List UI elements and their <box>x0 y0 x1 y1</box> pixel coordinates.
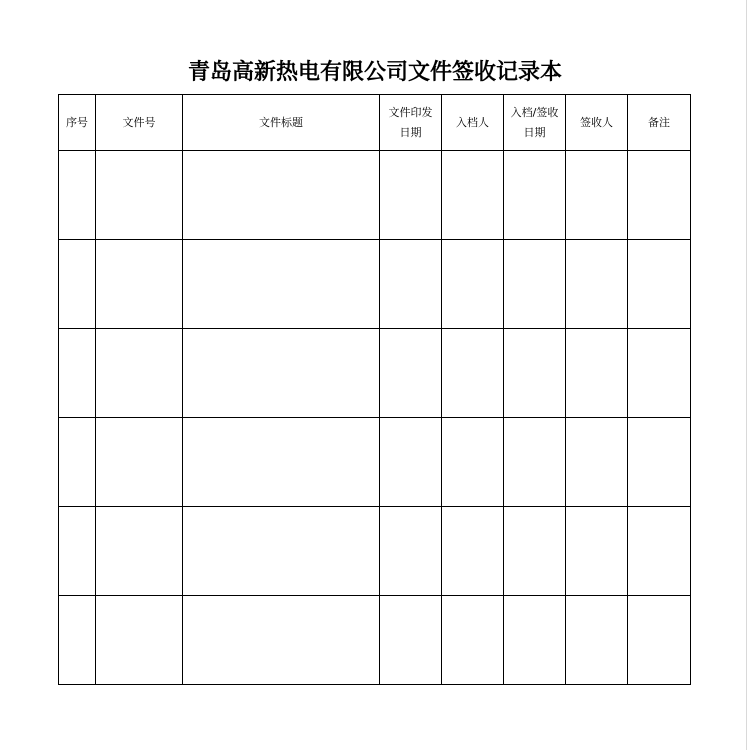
header-doc-title: 文件标题 <box>183 95 380 151</box>
header-signer: 签收人 <box>566 95 628 151</box>
cell-archiver[interactable] <box>442 329 504 418</box>
cell-seq[interactable] <box>59 596 96 685</box>
cell-seq[interactable] <box>59 507 96 596</box>
cell-doc-title[interactable] <box>183 151 380 240</box>
cell-remarks[interactable] <box>628 240 691 329</box>
header-remarks: 备注 <box>628 95 691 151</box>
cell-doc-no[interactable] <box>96 151 183 240</box>
cell-archiver[interactable] <box>442 596 504 685</box>
cell-signer[interactable] <box>566 596 628 685</box>
cell-seq[interactable] <box>59 240 96 329</box>
cell-remarks[interactable] <box>628 329 691 418</box>
cell-print-date[interactable] <box>380 418 442 507</box>
cell-archive-date[interactable] <box>504 151 566 240</box>
cell-doc-no[interactable] <box>96 418 183 507</box>
cell-doc-no[interactable] <box>96 507 183 596</box>
cell-print-date[interactable] <box>380 329 442 418</box>
cell-doc-title[interactable] <box>183 596 380 685</box>
cell-print-date[interactable] <box>380 507 442 596</box>
cell-remarks[interactable] <box>628 507 691 596</box>
cell-print-date[interactable] <box>380 596 442 685</box>
cell-doc-title[interactable] <box>183 240 380 329</box>
cell-doc-no[interactable] <box>96 240 183 329</box>
cell-archive-date[interactable] <box>504 596 566 685</box>
cell-doc-no[interactable] <box>96 329 183 418</box>
table-row <box>59 329 691 418</box>
cell-archiver[interactable] <box>442 151 504 240</box>
header-archiver: 入档人 <box>442 95 504 151</box>
page-title: 青岛高新热电有限公司文件签收记录本 <box>187 60 562 85</box>
page-edge-line <box>746 0 747 750</box>
cell-remarks[interactable] <box>628 151 691 240</box>
cell-archiver[interactable] <box>442 507 504 596</box>
cell-doc-title[interactable] <box>183 329 380 418</box>
cell-archive-date[interactable] <box>504 418 566 507</box>
cell-archiver[interactable] <box>442 418 504 507</box>
cell-seq[interactable] <box>59 329 96 418</box>
table-row <box>59 240 691 329</box>
cell-archiver[interactable] <box>442 240 504 329</box>
cell-seq[interactable] <box>59 151 96 240</box>
table-row <box>59 151 691 240</box>
cell-archive-date[interactable] <box>504 329 566 418</box>
cell-doc-no[interactable] <box>96 596 183 685</box>
cell-signer[interactable] <box>566 329 628 418</box>
cell-print-date[interactable] <box>380 240 442 329</box>
cell-signer[interactable] <box>566 418 628 507</box>
cell-doc-title[interactable] <box>183 507 380 596</box>
cell-signer[interactable] <box>566 240 628 329</box>
cell-remarks[interactable] <box>628 596 691 685</box>
header-archive-date: 入档/签收 日期 <box>504 95 566 151</box>
header-seq: 序号 <box>59 95 96 151</box>
cell-signer[interactable] <box>566 151 628 240</box>
cell-signer[interactable] <box>566 507 628 596</box>
header-row <box>59 95 691 151</box>
cell-archive-date[interactable] <box>504 240 566 329</box>
table-row <box>59 507 691 596</box>
cell-doc-title[interactable] <box>183 418 380 507</box>
sign-off-table <box>58 94 691 685</box>
cell-print-date[interactable] <box>380 151 442 240</box>
header-doc-no: 文件号 <box>96 95 183 151</box>
cell-remarks[interactable] <box>628 418 691 507</box>
cell-archive-date[interactable] <box>504 507 566 596</box>
table-row <box>59 596 691 685</box>
header-print-date: 文件印发 日期 <box>380 95 442 151</box>
table-row <box>59 418 691 507</box>
cell-seq[interactable] <box>59 418 96 507</box>
